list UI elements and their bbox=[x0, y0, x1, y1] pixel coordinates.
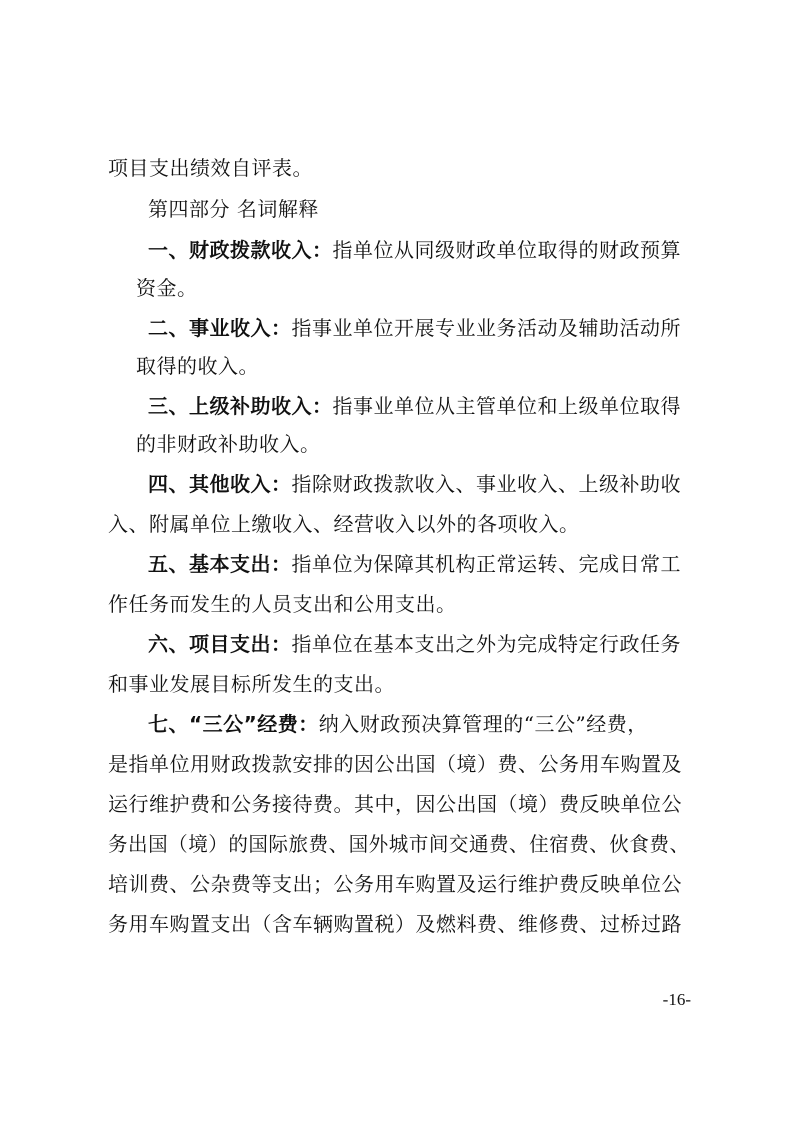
body-line bbox=[108, 872, 682, 896]
term-label: 六、项目支出： bbox=[148, 632, 292, 656]
term-label: 一、财政拨款收入： bbox=[148, 238, 333, 262]
body-line bbox=[108, 512, 580, 536]
definition-line bbox=[148, 712, 648, 736]
page-number: -16- bbox=[662, 990, 691, 1009]
body-line bbox=[108, 752, 682, 776]
definition-text: 纳入财政预决算管理的“三公”经费， bbox=[318, 712, 648, 736]
definition-line bbox=[148, 632, 681, 656]
definition-text: 指单位在基本支出之外为完成特定行政任务 bbox=[291, 632, 681, 656]
section-heading bbox=[148, 197, 319, 221]
definition-line bbox=[148, 238, 681, 262]
definition-text: 指单位从同级财政单位取得的财政预算 bbox=[332, 238, 681, 262]
line-text: 作任务而发生的人员支出和公用支出。 bbox=[108, 592, 457, 616]
definition-line bbox=[148, 394, 681, 418]
body-line bbox=[108, 832, 690, 856]
term-label: 二、事业收入： bbox=[148, 316, 292, 340]
definition-line bbox=[148, 472, 681, 496]
definition-line bbox=[148, 316, 681, 340]
definition-text: 指除财政拨款收入、事业收入、上级补助收 bbox=[291, 472, 681, 496]
line-text: 是指单位用财政拨款安排的因公出国（境）费、公务用车购置及 bbox=[108, 752, 682, 776]
definition-text: 指事业单位从主管单位和上级单位取得 bbox=[332, 394, 681, 418]
body-line bbox=[136, 354, 259, 378]
body-line bbox=[108, 672, 395, 696]
line-text: 取得的收入。 bbox=[136, 354, 259, 378]
definition-line bbox=[148, 552, 681, 576]
line-text: 资金。 bbox=[136, 276, 198, 300]
line-text: 和事业发展目标所发生的支出。 bbox=[108, 672, 395, 696]
body-line bbox=[108, 792, 682, 816]
body-line bbox=[108, 156, 313, 180]
line-text: 入、附属单位上缴收入、经营收入以外的各项收入。 bbox=[108, 512, 580, 536]
body-line bbox=[136, 432, 321, 456]
body-line bbox=[108, 592, 457, 616]
term-label: 三、上级补助收入： bbox=[148, 394, 333, 418]
term-label: 七、“三公”经费： bbox=[148, 712, 319, 736]
line-text: 培训费、公杂费等支出；公务用车购置及运行维护费反映单位公 bbox=[108, 872, 682, 896]
line-text: 务出国（境）的国际旅费、国外城市间交通费、住宿费、伙食费、 bbox=[108, 832, 690, 856]
definition-text: 指单位为保障其机构正常运转、完成日常工 bbox=[291, 552, 681, 576]
heading-text: 第四部分 名词解释 bbox=[148, 197, 319, 221]
line-text: 务用车购置支出（含车辆购置税）及燃料费、维修费、过桥过路 bbox=[108, 912, 682, 936]
term-label: 五、基本支出： bbox=[148, 552, 292, 576]
line-text: 运行维护费和公务接待费。其中，因公出国（境）费反映单位公 bbox=[108, 792, 682, 816]
definition-text: 指事业单位开展专业业务活动及辅助活动所 bbox=[291, 316, 681, 340]
line-text: 的非财政补助收入。 bbox=[136, 432, 321, 456]
line-text: 项目支出绩效自评表。 bbox=[108, 156, 313, 180]
term-label: 四、其他收入： bbox=[148, 472, 292, 496]
body-line bbox=[136, 276, 198, 300]
body-line bbox=[108, 912, 682, 936]
